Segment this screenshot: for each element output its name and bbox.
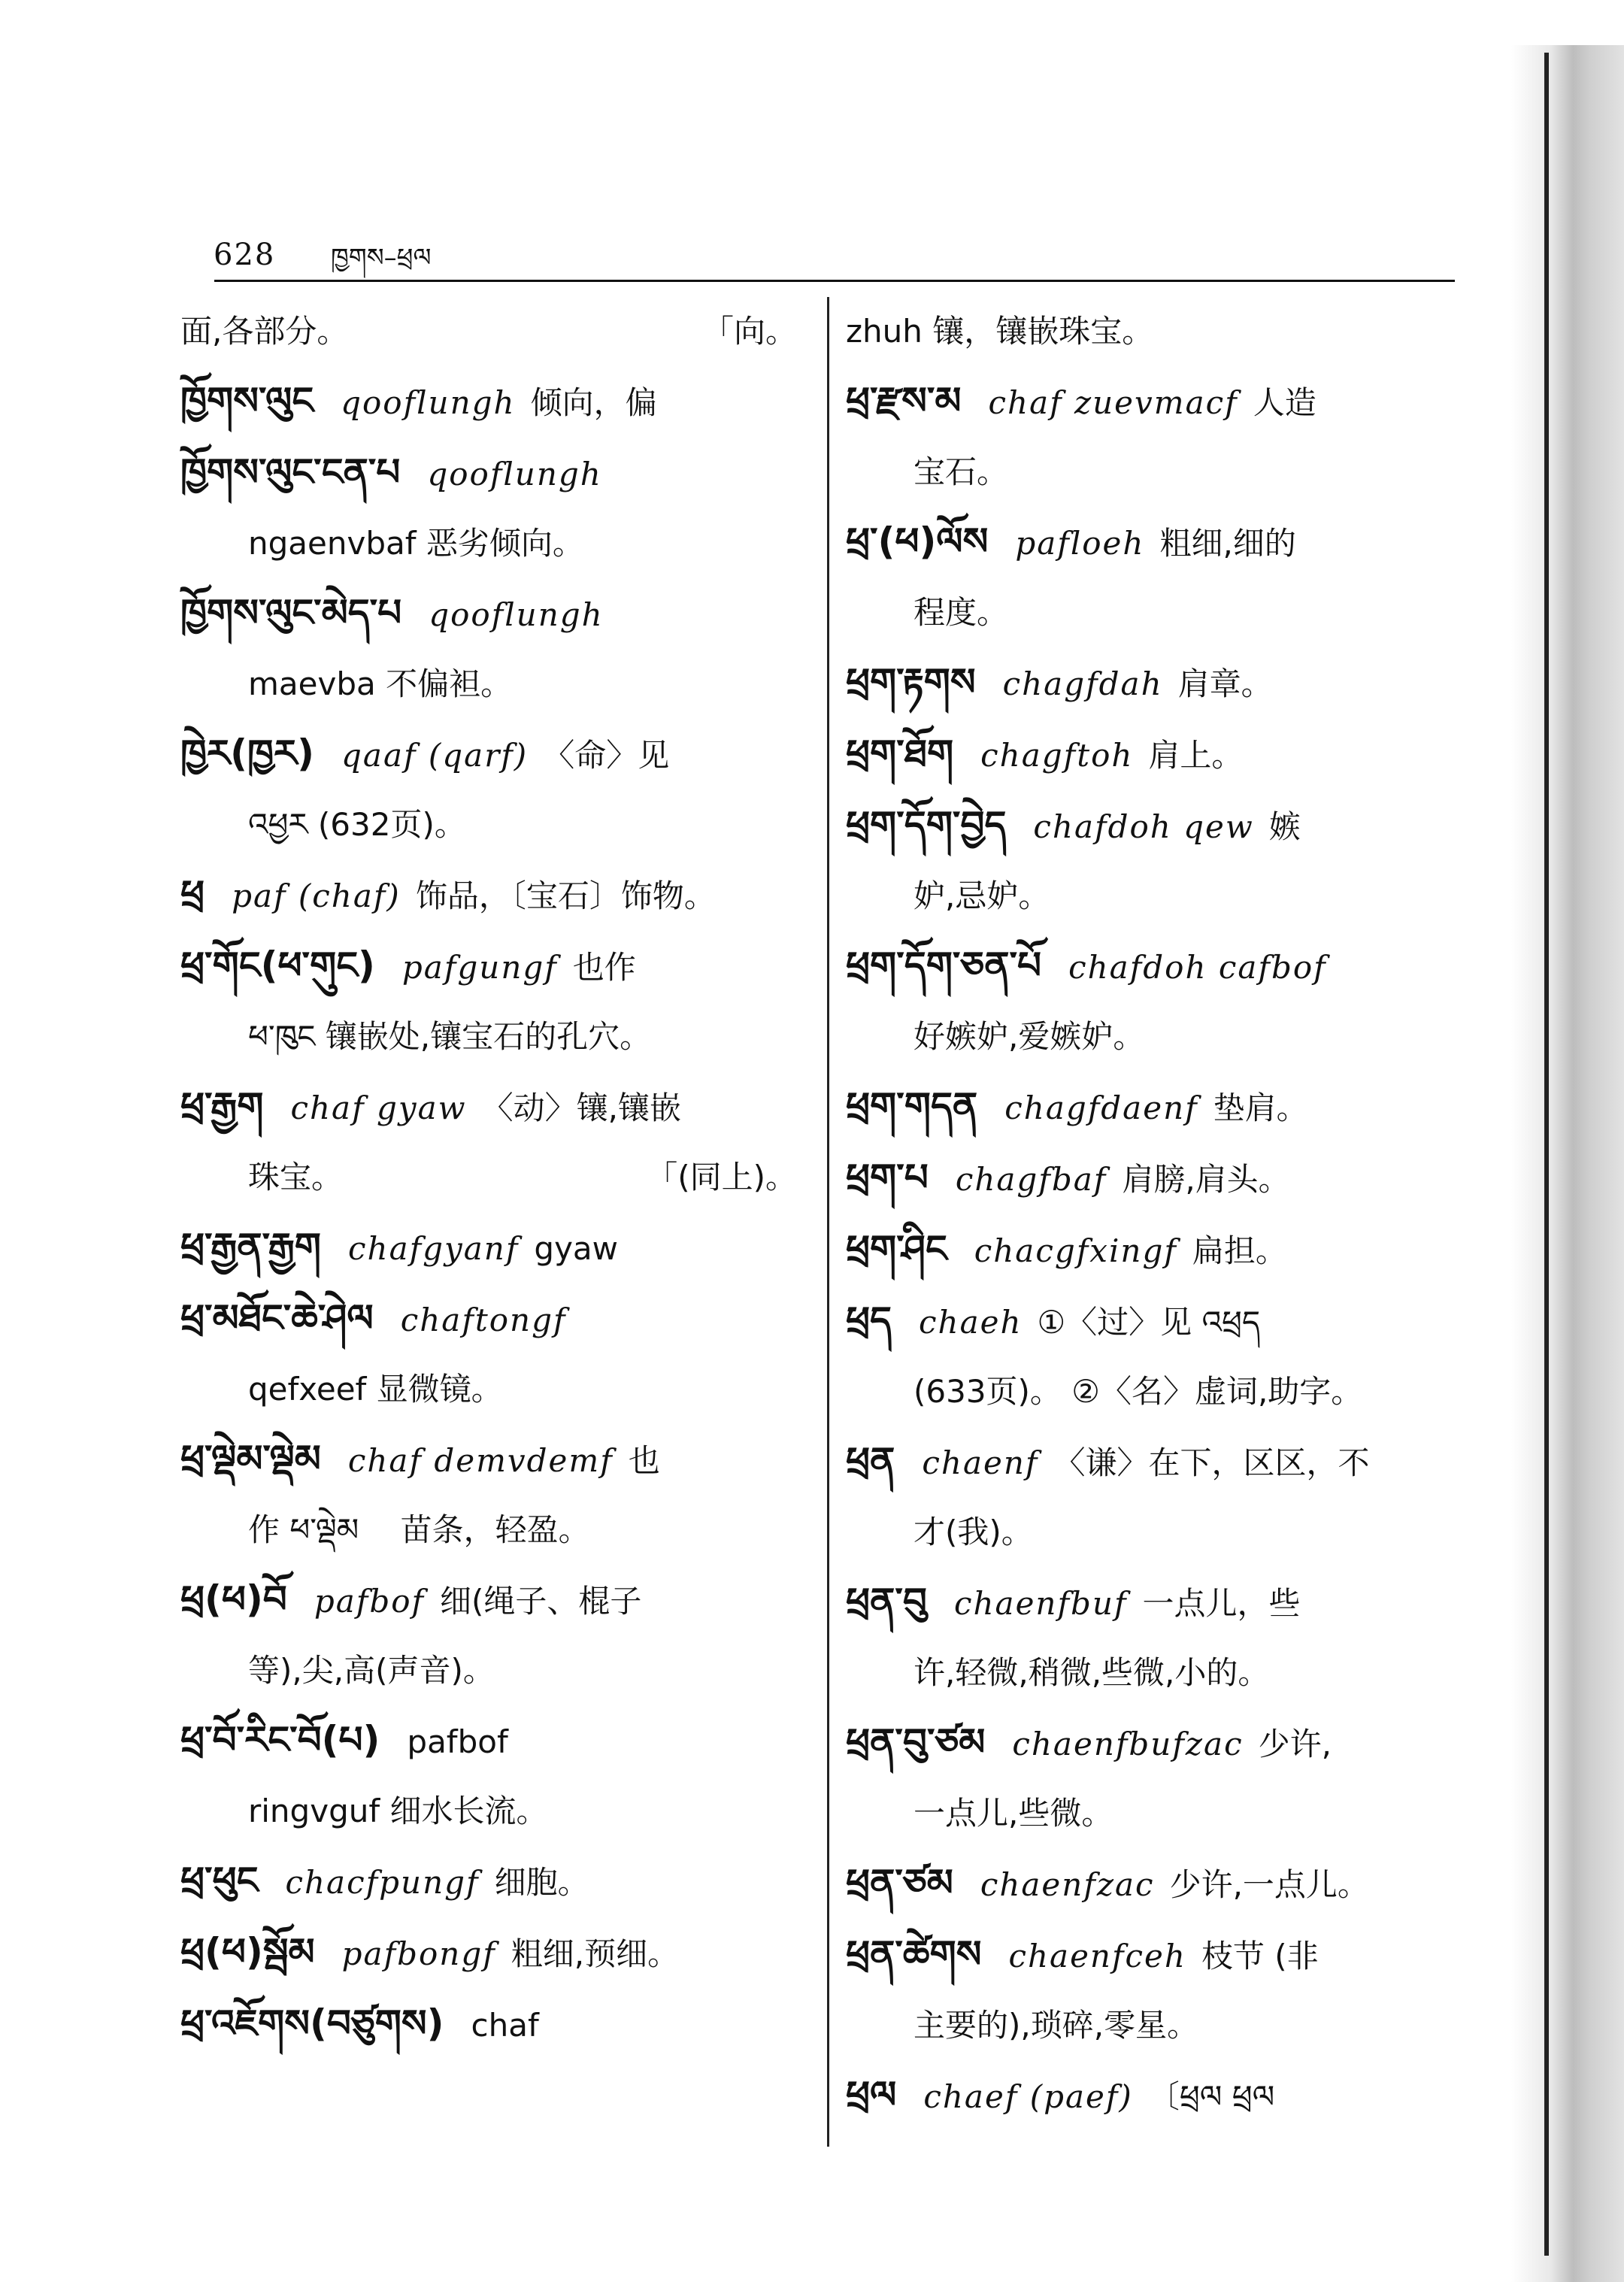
definition: 一点儿，些 [1142,1585,1301,1622]
dictionary-line [180,297,797,366]
continuation-text: འཕྱར (632页)。 [248,806,466,843]
line-tail: 「向。 [701,313,797,350]
header-rule [214,280,1455,282]
continuation-text: ringvguf 细水长流。 [248,1793,548,1829]
dictionary-entry [846,1567,1462,1638]
romanization: qooflungh [429,596,604,633]
tibetan-headword: ཕྲ་གོང(ཕ་གུང) [180,944,375,987]
dictionary-entry [846,507,1462,578]
definition-continuation [846,578,1462,647]
continuation-text: maevba 不偏袒。 [248,665,513,702]
dictionary-entry [846,1143,1462,1214]
tibetan-headword: ཕྲག་ཐོག [846,732,954,775]
continuation-tail: 「(同上)。 [646,1159,797,1196]
definition-continuation [846,1357,1462,1426]
tibetan-headword: ཕྲག་པ [846,1156,929,1199]
definition: 少许, [1258,1726,1332,1762]
romanization: chafgyanf [348,1230,520,1267]
dictionary-entry [180,1565,797,1636]
definition-continuation [180,650,797,719]
tibetan-headword: ཕྲ [180,872,205,916]
running-head: ཁྱགས–ཕྲལ [331,243,432,273]
romanization: chafdoh cafbof [1068,949,1327,986]
tibetan-headword: ཕྲག་ཤིང [846,1227,947,1271]
dictionary-entry [846,931,1462,1002]
left-column [180,297,797,2060]
definition: 粗细,细的 [1159,525,1296,562]
romanization: paf (chaf) [232,877,401,914]
dictionary-entry [846,1426,1462,1498]
dictionary-entry [180,438,797,509]
definition: 垫肩。 [1213,1089,1308,1126]
definition-continuation [180,1355,797,1424]
dictionary-entry [846,1071,1462,1143]
dictionary-entry [180,931,797,1002]
continuation-text: 作 ཕ་ལྡེམ 苗条，轻盈。 [248,1511,590,1548]
tibetan-headword: ཕྲ་ལྡེམ་ལྡེམ [180,1437,321,1480]
dictionary-entry [180,1212,797,1283]
definition-continuation [180,790,797,859]
tibetan-headword: ཕྲ་མཐོང་ཆེ་ཤེལ [180,1296,374,1340]
dictionary-entry [846,1214,1462,1286]
dictionary-entry [846,2060,1462,2132]
continuation-text: 主要的),琐碎,零星。 [914,2007,1199,2044]
continuation-text: 宝石。 [914,453,1009,490]
tibetan-headword: ཕྲག་གདན [846,1084,978,1128]
definition-continuation [180,1636,797,1705]
tibetan-headword: ཕྲན་བུ་ཙམ [846,1720,986,1764]
romanization: chacgfxingf [974,1232,1177,1269]
page-number: 628 [214,238,276,272]
romanization: chaenfbuf [953,1585,1128,1622]
romanization: qooflungh [341,384,516,421]
continuation-text: 才(我)。 [914,1514,1033,1550]
definition-continuation [180,509,797,578]
tibetan-headword: ཕྲག་དོག་བྱེད [846,803,1007,847]
definition: 粗细,预细。 [511,1935,680,1972]
dictionary-entry [180,1989,797,2060]
tibetan-headword: ཕྲན [846,1439,895,1483]
romanization: chagftoh [980,737,1134,774]
continuation-text: ཕ་ཁུང 镶嵌处,镶宝石的孔穴。 [248,1018,652,1055]
romanization: pafgungf [401,949,558,986]
tibetan-headword: ཁྱོགས་ལུང [180,379,314,423]
tibetan-headword: ཕྲ(ཕ)སྦོམ [180,1930,315,1974]
continuation-text: 一点儿,些微。 [914,1795,1113,1832]
tibetan-headword: ཕྲ(ཕ)བོ [180,1577,287,1621]
dictionary-entry [846,647,1462,719]
definition: 也作 [572,949,636,986]
definition-continuation [846,862,1462,931]
continuation-text: (633页)。 ②〈名〉虚词,助字。 [914,1373,1363,1410]
definition: 肩膀,肩头。 [1122,1161,1290,1198]
definition: chaf [471,2007,539,2044]
tibetan-headword: ཕྲ་བོ་རིང་བོ(པ) [180,1718,380,1762]
romanization: chaftongf [400,1302,567,1338]
dictionary-line [846,297,1462,366]
tibetan-headword: ཕྲན་ཙམ [846,1861,953,1905]
definition: gyaw [534,1230,619,1267]
definition: 〔ཕྲལ ཕྲལ [1147,2078,1275,2115]
continuation-text: 妒,忌妒。 [914,877,1050,914]
dictionary-entry [846,790,1462,862]
definition: 人造 [1253,384,1316,421]
definition-continuation [846,1779,1462,1848]
continuation-text: ngaenvbaf 恶劣倾向。 [248,525,584,562]
tibetan-headword: ཕྲད [846,1299,892,1342]
tibetan-headword: ཕྲན་ཚེགས [846,1932,982,1976]
definition: 扁担。 [1192,1232,1287,1269]
definition: 〈谦〉在下，区区，不 [1053,1444,1370,1481]
definition: 也 [628,1442,660,1479]
romanization: pafbof [314,1583,426,1620]
dictionary-entry [846,1708,1462,1779]
romanization: chacfpungf [285,1864,480,1901]
dictionary-entry [180,1705,797,1777]
tibetan-headword: ཕྲལ [846,2073,897,2117]
romanization: chaef (paef) [923,2078,1133,2115]
continuation-text: qefxeef 显微镜。 [248,1371,503,1408]
tibetan-headword: ཕྲ་རྒྱག [180,1084,264,1128]
continuation-text: 好嫉妒,爱嫉妒。 [914,1018,1145,1055]
definition: 肩上。 [1148,737,1244,774]
romanization: qooflungh [427,456,602,492]
romanization: chaenfbufzac [1012,1726,1244,1762]
romanization: pafbongf [341,1935,496,1972]
tibetan-headword: ཕྲག་རྟགས [846,660,976,704]
tibetan-headword: ཕྲ་ཕུང [180,1859,259,1902]
definition: pafbof [407,1723,508,1760]
dictionary-entry [846,1920,1462,1991]
romanization: chaf demvdemf [347,1442,614,1479]
romanization: qaaf (qarf) [341,737,529,774]
definition: 〈命〉见 [543,737,670,774]
right-column [846,297,1462,2132]
definition: 饰品，〔宝石〕饰物。 [415,877,716,914]
romanization: chagfdaenf [1004,1089,1198,1126]
tibetan-headword: ཕྲ་འཇོགས(བཙུགས) [180,2002,444,2045]
definition: 细(绳子、棍子 [440,1583,642,1620]
page-header [211,218,1459,278]
dictionary-entry [846,366,1462,438]
continuation-text: 等),尖,高(声音)。 [248,1652,495,1689]
romanization: chagfbaf [955,1161,1107,1198]
definition-continuation [180,1777,797,1846]
dictionary-entry [180,1283,797,1355]
definition-continuation [846,1498,1462,1567]
definition: ①〈过〉见 འཕྲད [1037,1304,1261,1341]
dictionary-entry [180,1846,797,1917]
line-text: 面,各部分。 [180,313,349,350]
tibetan-headword: ཕྲ་རྒྱན་རྒྱག [180,1225,321,1268]
definition-continuation [180,1496,797,1565]
dictionary-entry [180,366,797,438]
definition-continuation [846,1638,1462,1708]
tibetan-headword: ཁྱོགས་ལུང་ངན་པ [180,450,401,494]
continuation-text: 珠宝。 [248,1159,344,1196]
romanization: pafloeh [1015,525,1145,562]
definition-continuation [180,1143,797,1212]
romanization: chaf gyaw [290,1089,467,1126]
scan-edge-shadow [1511,45,1624,2282]
tibetan-headword: ཁྱོགས་ལུང་མེད་པ [180,591,402,635]
definition: 肩章。 [1177,665,1273,702]
dictionary-entry [180,1424,797,1496]
dictionary-entry [846,1848,1462,1920]
romanization: chafdoh qew [1033,808,1254,845]
definition-continuation [846,438,1462,507]
definition: 少许,一点儿。 [1169,1866,1369,1903]
tibetan-headword: ཕྲ་རྫས་མ [846,379,962,423]
binding-line [1544,53,1549,2256]
definition: 枝节 (非 [1201,1938,1319,1974]
romanization: chagfdah [1002,665,1163,702]
tibetan-headword: ཕྲ་(ཕ)ལོས [846,520,989,563]
dictionary-entry [180,578,797,650]
romanization: chaenfceh [1008,1938,1186,1974]
definition-continuation [846,1002,1462,1071]
romanization: chaenfzac [980,1866,1155,1903]
dictionary-entry [846,1286,1462,1357]
dictionary-entry [180,1071,797,1143]
tibetan-headword: ཕྲག་དོག་ཅན་པོ [846,944,1042,987]
definition: 嫉 [1268,808,1301,845]
romanization: chaenf [922,1444,1039,1481]
dictionary-entry [180,1917,797,1989]
dictionary-entry [846,719,1462,790]
definition-continuation [846,1991,1462,2060]
tibetan-headword: ཕྲན་བུ [846,1580,927,1623]
column-divider [827,297,829,2147]
definition-continuation [180,1002,797,1071]
definition: 〈动〉镶,镶嵌 [481,1089,681,1126]
definition: 倾向，偏 [530,384,657,421]
dictionary-entry [180,859,797,931]
line-text: zhuh 镶，镶嵌珠宝。 [846,313,1154,350]
romanization: chaf zuevmacf [988,384,1238,421]
continuation-text: 许,轻微,稍微,些微,小的。 [914,1654,1270,1691]
definition: 细胞。 [494,1864,589,1901]
romanization: chaeh [919,1304,1023,1341]
continuation-text: 程度。 [914,594,1009,631]
tibetan-headword: ཁྱེར(ཁྱར) [180,732,315,775]
dictionary-entry [180,719,797,790]
